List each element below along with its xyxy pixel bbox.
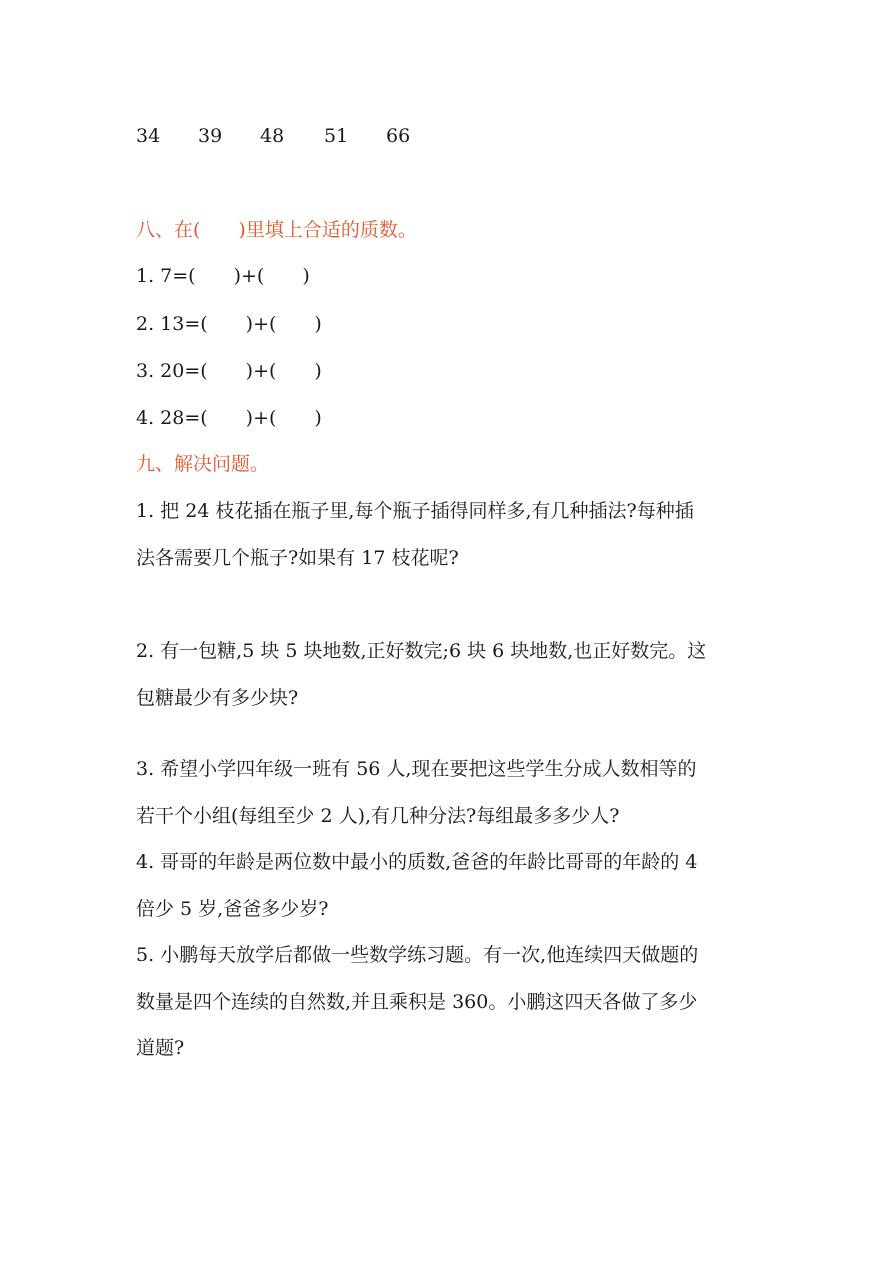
problem-5-line-2: 数量是四个连续的自然数,并且乘积是 360。小鹏这四天各做了多少 bbox=[136, 991, 698, 1013]
section-8-heading: 八、在( )里填上合适的质数。 bbox=[136, 219, 417, 241]
number-item: 51 bbox=[324, 125, 349, 147]
number-item: 34 bbox=[136, 125, 161, 147]
number-item: 66 bbox=[386, 125, 411, 147]
problem-4-line-2: 倍少 5 岁,爸爸多少岁? bbox=[136, 898, 329, 920]
problem-1-line-1: 1. 把 24 枝花插在瓶子里,每个瓶子插得同样多,有几种插法?每种插 bbox=[136, 500, 694, 522]
problem-4-line-1: 4. 哥哥的年龄是两位数中最小的质数,爸爸的年龄比哥哥的年龄的 4 bbox=[136, 851, 698, 873]
problem-1-line-2: 法各需要几个瓶子?如果有 17 枝花呢? bbox=[136, 547, 459, 569]
problem-3-line-1: 3. 希望小学四年级一班有 56 人,现在要把这些学生分成人数相等的 bbox=[136, 758, 697, 780]
problem-3-line-2: 若干个小组(每组至少 2 人),有几种分法?每组最多多少人? bbox=[136, 805, 620, 827]
fill-blank-item: 1. 7=( )+( ) bbox=[136, 265, 310, 287]
number-item: 48 bbox=[260, 125, 285, 147]
problem-5-line-3: 道题? bbox=[136, 1037, 185, 1059]
section-9-heading: 九、解决问题。 bbox=[136, 453, 270, 475]
number-item: 39 bbox=[198, 125, 223, 147]
fill-blank-item: 3. 20=( )+( ) bbox=[136, 360, 322, 382]
fill-blank-item: 2. 13=( )+( ) bbox=[136, 313, 322, 335]
problem-2-line-2: 包糖最少有多少块? bbox=[136, 687, 299, 709]
problem-2-line-1: 2. 有一包糖,5 块 5 块地数,正好数完;6 块 6 块地数,也正好数完。这 bbox=[136, 640, 707, 662]
fill-blank-item: 4. 28=( )+( ) bbox=[136, 407, 322, 429]
problem-5-line-1: 5. 小鹏每天放学后都做一些数学练习题。有一次,他连续四天做题的 bbox=[136, 944, 699, 966]
